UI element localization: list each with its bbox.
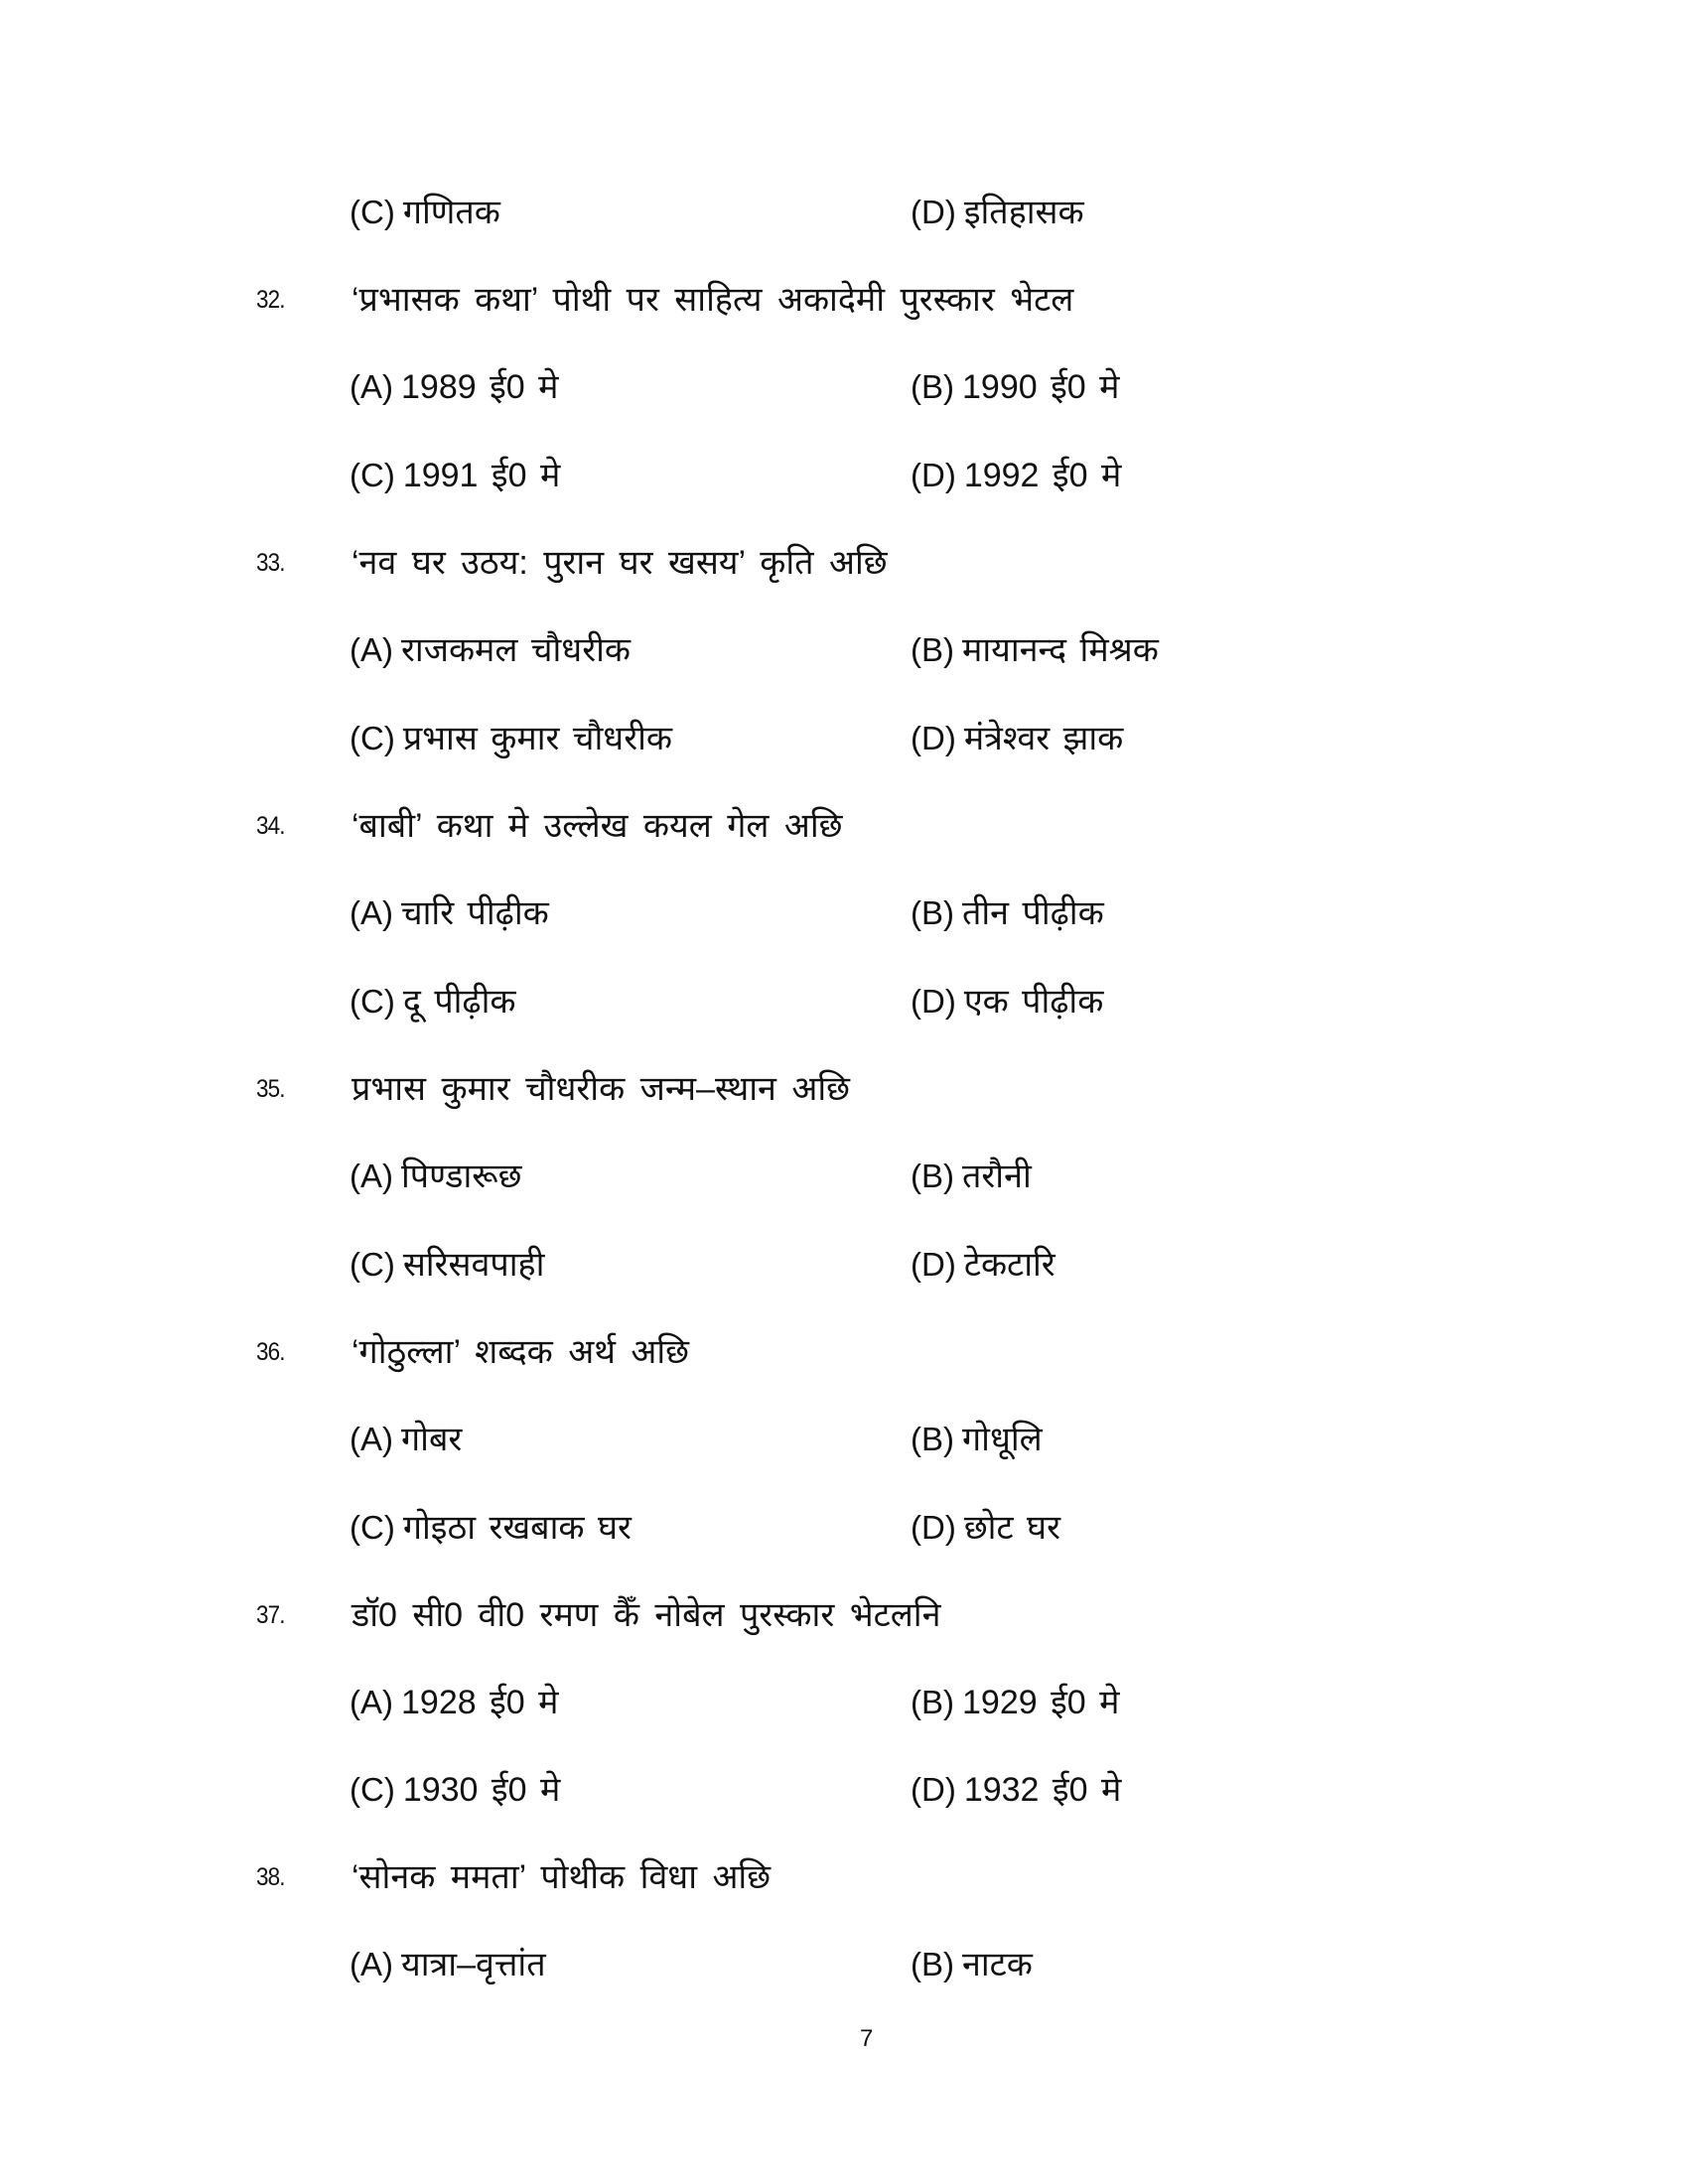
option-row-q35-cd (0, 1240, 1688, 1290)
option-label: (B) (911, 1158, 954, 1194)
option-row-q37-cd (0, 1765, 1688, 1815)
option-text: तरौनी (962, 1158, 1032, 1195)
option-row-q35-ab (0, 1152, 1688, 1201)
option-label: (C) (350, 1509, 395, 1546)
question-text: ‘प्रभासक कथा’ पोथी पर साहित्य अकादेमी पुरस्कार भेटल (352, 281, 1074, 319)
option-q34-b (911, 888, 1104, 938)
option-label: (C) (350, 1771, 395, 1808)
question-text: डॉ0 सी0 वी0 रमण कैँ नोबेल पुरस्कार भेटलनि (352, 1596, 941, 1634)
option-row-q38-ab (0, 1940, 1688, 1989)
option-q33-c (350, 714, 672, 763)
option-text: सरिसवपाही (402, 1246, 545, 1284)
option-text: 1928 ई0 मे (401, 1684, 559, 1721)
option-text: 1990 ई0 मे (962, 368, 1120, 406)
option-label: (C) (350, 1246, 395, 1283)
question-37 (0, 1590, 1688, 1640)
option-row-q36-cd (0, 1503, 1688, 1553)
option-q35-b (911, 1152, 1032, 1201)
option-q32-a (350, 362, 558, 412)
option-row-q32-cd (0, 451, 1688, 500)
option-label: (A) (350, 1158, 393, 1194)
option-row-q33-ab (0, 625, 1688, 675)
option-q33-d (911, 714, 1123, 763)
option-text: प्रभास कुमार चौधरीक (402, 720, 673, 757)
question-number: 34. (256, 812, 285, 840)
option-text: 1932 ई0 मे (963, 1771, 1122, 1809)
option-q36-b (911, 1415, 1043, 1464)
option-row-q33-cd (0, 714, 1688, 763)
option-q37-a (350, 1678, 558, 1727)
option-label: (C) (350, 194, 395, 230)
option-label: (B) (911, 631, 954, 668)
option-q37-d (911, 1765, 1121, 1815)
option-text: दू पीढ़ीक (402, 983, 516, 1021)
option-text: गोइठा रखबाक घर (402, 1509, 632, 1547)
option-text: पिण्डारूछ (401, 1158, 522, 1195)
option-text: नाटक (962, 1946, 1033, 1983)
question-text: ‘बाबी’ कथा मे उल्लेख कयल गेल अछि (352, 807, 843, 845)
option-text: 1991 ई0 मे (402, 457, 561, 494)
option-label: (A) (350, 894, 393, 931)
option-q36-d (911, 1503, 1060, 1553)
option-text: राजकमल चौधरीक (401, 631, 632, 669)
option-text: गोबर (401, 1421, 463, 1458)
option-q36-c (350, 1503, 632, 1553)
option-text: मंत्रेश्वर झाक (963, 720, 1124, 757)
option-label: (B) (911, 1946, 954, 1982)
option-label: (D) (911, 194, 956, 230)
question-number: 33. (256, 549, 285, 577)
option-q33-a (350, 625, 631, 675)
option-row-q37-ab (0, 1678, 1688, 1727)
option-label: (D) (911, 983, 956, 1020)
option-label: (A) (350, 631, 393, 668)
option-label: (A) (350, 1946, 393, 1982)
question-38 (0, 1852, 1688, 1902)
option-q31-c (350, 188, 500, 237)
question-text: ‘नव घर उठय: पुरान घर खसय’ कृति अछि (352, 544, 888, 582)
option-text: इतिहासक (963, 194, 1084, 231)
question-32 (0, 275, 1688, 325)
question-33 (0, 538, 1688, 588)
option-text: चारि पीढ़ीक (401, 894, 549, 932)
option-text: 1992 ई0 मे (963, 457, 1122, 494)
option-q34-c (350, 977, 516, 1026)
question-34 (0, 801, 1688, 851)
option-label: (D) (911, 1509, 956, 1546)
option-row-q32-ab (0, 362, 1688, 412)
option-q36-a (350, 1415, 462, 1464)
question-number: 37. (256, 1601, 285, 1629)
option-text: 1930 ई0 मे (402, 1771, 561, 1809)
option-label: (D) (911, 457, 956, 493)
option-label: (B) (911, 1421, 954, 1457)
option-label: (C) (350, 983, 395, 1020)
option-q37-c (350, 1765, 560, 1815)
option-q38-b (911, 1940, 1033, 1989)
question-number: 38. (256, 1863, 285, 1891)
option-q32-d (911, 451, 1121, 500)
option-q31-d (911, 188, 1084, 237)
question-number: 36. (256, 1338, 285, 1366)
option-q35-a (350, 1152, 522, 1201)
question-36 (0, 1327, 1688, 1377)
page-number: 7 (860, 2025, 874, 2052)
option-label: (A) (350, 1684, 393, 1720)
option-label: (B) (911, 368, 954, 405)
option-text: यात्रा–वृत्तांत (401, 1946, 546, 1983)
option-label: (C) (350, 457, 395, 493)
option-label: (D) (911, 720, 956, 756)
option-q35-d (911, 1240, 1055, 1290)
option-row-q34-cd (0, 977, 1688, 1026)
option-text: गोधूलि (962, 1421, 1043, 1458)
option-text: छोट घर (963, 1509, 1061, 1547)
question-text: प्रभास कुमार चौधरीक जन्म–स्थान अछि (352, 1070, 850, 1108)
option-text: 1989 ई0 मे (401, 368, 559, 406)
question-number: 35. (256, 1075, 285, 1103)
option-q37-b (911, 1678, 1119, 1727)
option-label: (A) (350, 368, 393, 405)
option-text: तीन पीढ़ीक (962, 894, 1104, 932)
option-q32-b (911, 362, 1119, 412)
option-text: मायानन्द मिश्रक (962, 631, 1159, 669)
option-label: (D) (911, 1246, 956, 1283)
option-label: (B) (911, 1684, 954, 1720)
option-q33-b (911, 625, 1159, 675)
option-q34-a (350, 888, 549, 938)
option-text: एक पीढ़ीक (963, 983, 1104, 1021)
option-text: 1929 ई0 मे (962, 1684, 1120, 1721)
option-q32-c (350, 451, 560, 500)
option-label: (D) (911, 1771, 956, 1808)
option-row-q36-ab (0, 1415, 1688, 1464)
option-label: (A) (350, 1421, 393, 1457)
option-q38-a (350, 1940, 546, 1989)
question-35 (0, 1064, 1688, 1114)
option-q34-d (911, 977, 1103, 1026)
option-row-q34-ab (0, 888, 1688, 938)
option-label: (C) (350, 720, 395, 756)
option-text: टेकटारि (963, 1246, 1055, 1284)
question-text: ‘गोठुल्ला’ शब्दक अर्थ अछि (352, 1333, 690, 1371)
question-number: 32. (256, 286, 285, 314)
option-q35-c (350, 1240, 544, 1290)
question-text: ‘सोनक ममता’ पोथीक विधा अछि (352, 1858, 772, 1896)
option-row-q31-cd (0, 188, 1688, 237)
option-label: (B) (911, 894, 954, 931)
option-text: गणितक (402, 194, 500, 231)
